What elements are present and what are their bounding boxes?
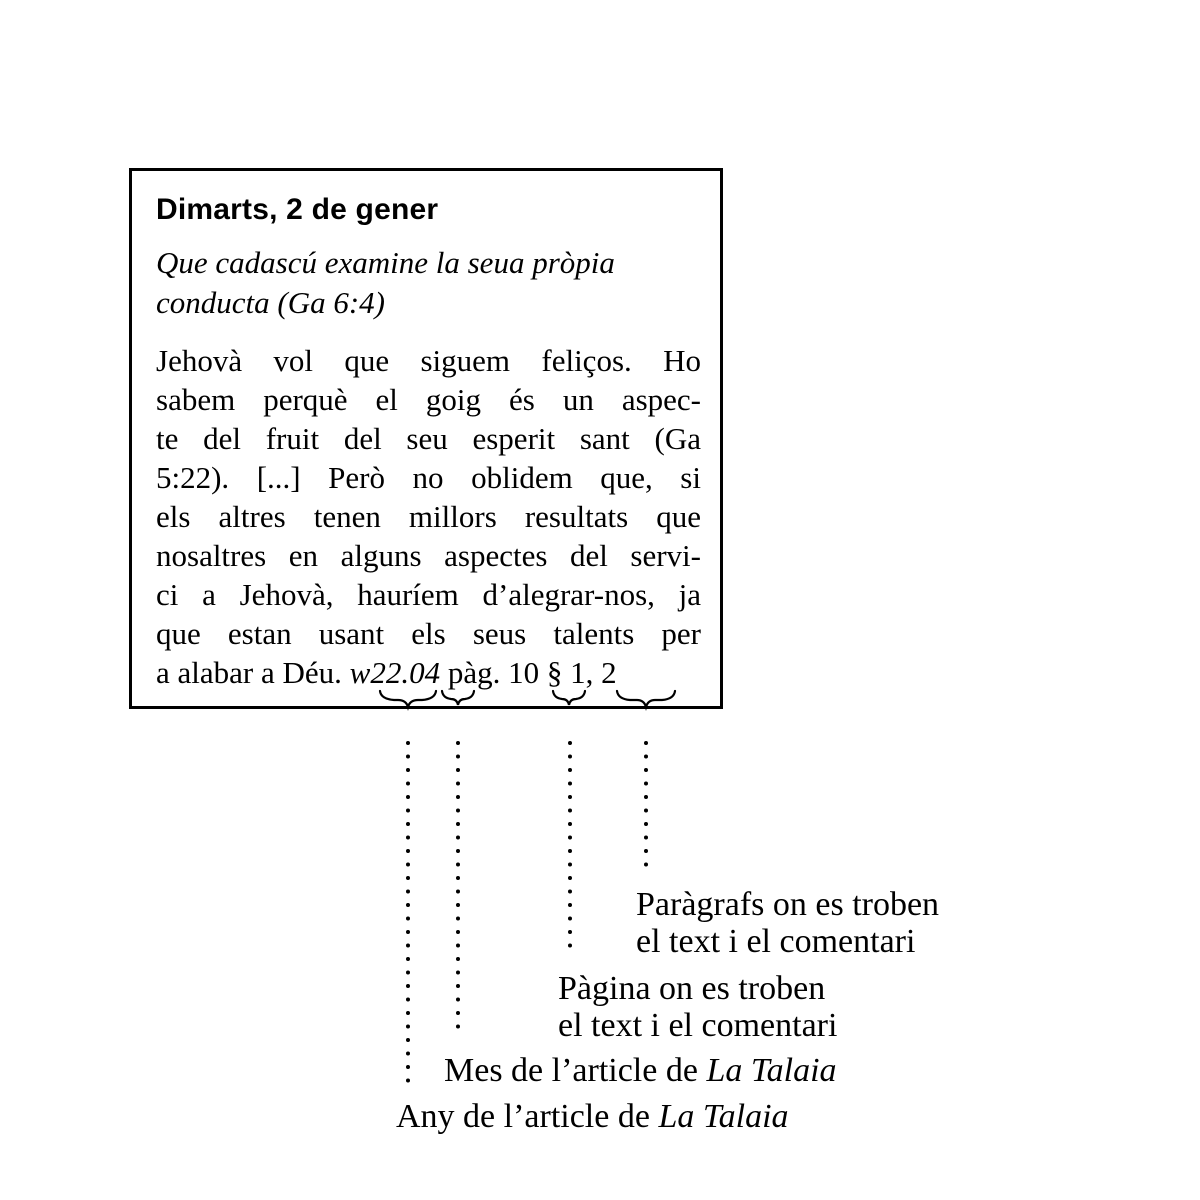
label-month-title: La Talaia [706, 1052, 837, 1089]
label-page [558, 970, 837, 1044]
ref-page-abbr: pàg. [447, 655, 501, 690]
label-line: Paràgrafs on es troben [636, 886, 940, 923]
ref-month: .04 [401, 655, 441, 690]
ref-section-sign: § [546, 655, 563, 690]
theme-line: conducta (Ga 6:4) [156, 285, 385, 320]
body-line: nosaltres en alguns aspectes del servi- [156, 538, 701, 573]
body-line: sabem perquè el goig és un aspec- [156, 382, 701, 417]
body-line: els altres tenen millors resultats que [156, 499, 701, 534]
brace-paragraphs [617, 691, 675, 707]
brace-year [380, 691, 436, 707]
body-line: Jehovà vol que siguem feliços. Ho [156, 343, 701, 378]
body-line: 5:22). [...] Però no oblidem que, si [156, 460, 701, 495]
body-last-text: a alabar a Déu. [156, 655, 342, 690]
ref-page: 10 [508, 655, 540, 690]
label-year [396, 1098, 789, 1135]
brace-page [553, 691, 585, 705]
body-line: que estan usant els seus talents per [156, 616, 701, 651]
label-year-prefix: Any de l’article de [396, 1098, 659, 1135]
label-month-prefix: Mes de l’article de [444, 1052, 707, 1089]
entry-date: Dimarts, 2 de gener [156, 193, 439, 226]
label-month [444, 1052, 837, 1089]
label-line: Pàgina on es troben [558, 970, 826, 1007]
label-paragraphs [636, 886, 939, 960]
body-line: te del fruit del seu esperit sant (Ga [156, 421, 701, 456]
label-year-title: La Talaia [658, 1098, 789, 1135]
ref-year: w22 [349, 655, 402, 690]
body-line: ci a Jehovà, hauríem d’alegrar-nos, ja [156, 577, 701, 612]
theme-line: Que cadascú examine la seua pròpia [156, 245, 615, 280]
ref-paragraphs: 1, 2 [570, 655, 617, 690]
label-line: el text i el comentari [558, 1007, 838, 1044]
label-line: el text i el comentari [636, 923, 916, 960]
brace-month [442, 691, 474, 705]
